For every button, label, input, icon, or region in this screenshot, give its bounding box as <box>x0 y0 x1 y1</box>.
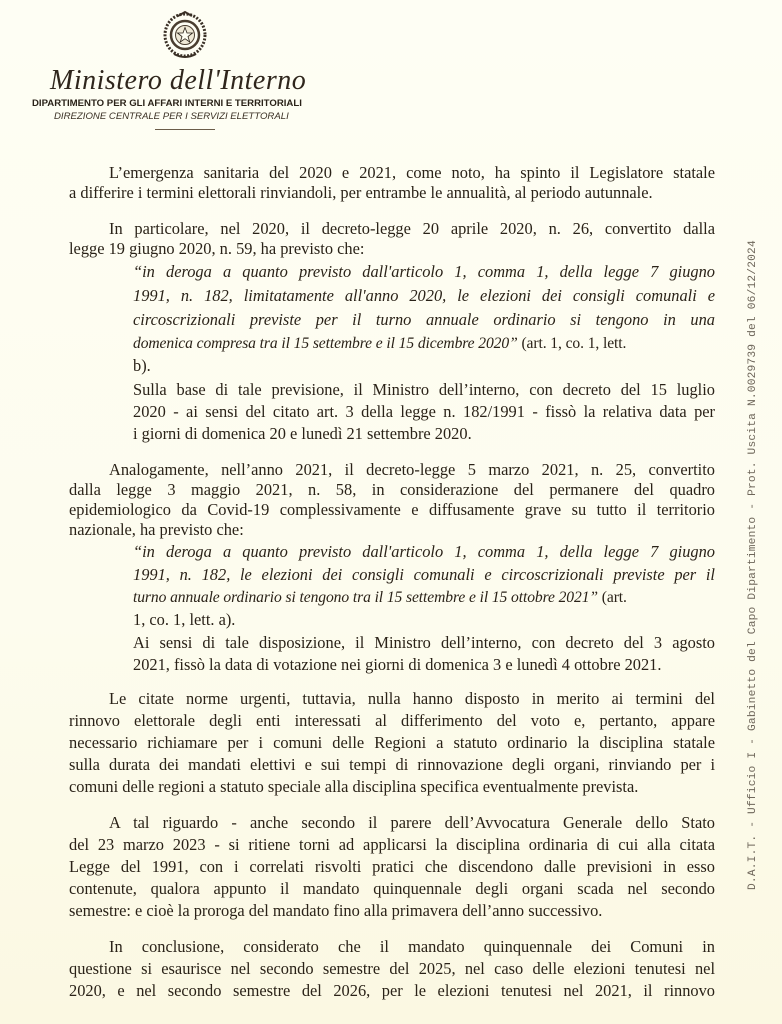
text-line: i giorni di domenica 20 e lunedì 21 settembre 2020. <box>133 424 472 443</box>
text-line: Legge del 1991, con i correlati risvolti pratici che discendono dalle previsioni in esso <box>69 857 715 876</box>
text-line: semestre: e cioè la proroga del mandato fino alla primavera dell’anno successivo. <box>69 901 603 920</box>
text-line: nazionale, ha previsto che: <box>69 520 244 539</box>
quote-reference-end: b). <box>133 356 151 375</box>
quote-line <box>133 334 715 354</box>
text-line: In conclusione, considerato che il mandato quinquennale dei Comuni in <box>109 937 715 956</box>
department-name: DIPARTIMENTO PER GLI AFFARI INTERNI E TERRITORIALI <box>32 98 302 109</box>
text-line: Ai sensi di tale disposizione, il Ministro dell’interno, con decreto del 3 agosto <box>133 633 715 652</box>
text-line: questione si esaurisce nel secondo semestre del 2025, nel caso delle elezioni tenutesi nel <box>69 959 715 978</box>
text-line: In particolare, nel 2020, il decreto-legge 20 aprile 2020, n. 26, convertito dalla <box>109 219 715 238</box>
quote-line: “in deroga a quanto previsto dall'articolo 1, comma 1, della legge 7 giugno <box>133 262 715 281</box>
quote-reference: (art. <box>601 589 627 606</box>
text-line: 2020, e nel secondo semestre del 2026, per le elezioni tenutesi nel 2021, il rinnovo <box>69 981 715 1000</box>
italian-republic-emblem-icon <box>160 10 210 62</box>
text-line: epidemiologico da Covid-19 complessivamente e diffusamente grave su tutto il territorio <box>69 500 715 519</box>
quote-text: domenica compresa tra il 15 settembre e il 15 dicembre 2020” <box>133 335 518 352</box>
text-line: dalla legge 3 maggio 2021, n. 58, in considerazione del permanere del quadro <box>69 480 715 499</box>
quote-line: circoscrizionali previste per il turno annuale ordinario si tengono in una <box>133 310 715 329</box>
text-line: Sulla base di tale previsione, il Ministro dell’interno, con decreto del 15 luglio <box>133 380 715 399</box>
quote-line: 1991, n. 182, limitatamente all'anno 2020, le elezioni dei consigli comunali e <box>133 286 715 305</box>
letterhead-divider <box>155 129 215 130</box>
protocol-stamp: D.A.I.T. - Ufficio I - Gabinetto del Capo Dipartimento - Prot. Uscita N.0029739 del 06/12/2024 <box>747 240 759 890</box>
quote-line <box>133 588 715 608</box>
text-line: 2020 - ai sensi del citato art. 3 della legge n. 182/1991 - fissò la relativa data per <box>133 402 715 421</box>
text-line: legge 19 giugno 2020, n. 59, ha previsto che: <box>69 239 365 258</box>
text-line: A tal riguardo - anche secondo il parere dell’Avvocatura Generale dello Stato <box>109 813 715 832</box>
text-line: rinnovo elettorale degli enti interessati al differimento del voto e, pertanto, appare <box>69 711 715 730</box>
text-line: del 23 marzo 2023 - si ritiene torni ad applicarsi la disciplina ordinaria di cui alla citata <box>69 835 715 854</box>
ministry-name: Ministero dell'Interno <box>50 65 307 96</box>
text-line: Analogamente, nell’anno 2021, il decreto-legge 5 marzo 2021, n. 25, convertito <box>109 460 715 479</box>
text-line: contenute, qualora appunto il mandato quinquennale degli organi scada nel secondo <box>69 879 715 898</box>
quote-line: 1991, n. 182, le elezioni dei consigli comunali e circoscrizionali previste per il <box>133 565 715 584</box>
text-line: a differire i termini elettorali rinviandoli, per entrambe le annualità, al periodo autunnale. <box>69 183 653 202</box>
text-line: comuni delle regioni a statuto speciale alla disciplina specifica eventualmente prevista. <box>69 777 639 796</box>
quote-reference: (art. 1, co. 1, lett. <box>521 335 627 352</box>
quote-line: “in deroga a quanto previsto dall'articolo 1, comma 1, della legge 7 giugno <box>133 542 715 561</box>
text-line: Le citate norme urgenti, tuttavia, nulla hanno disposto in merito ai termini del <box>109 689 715 708</box>
direction-name: DIREZIONE CENTRALE PER I SERVIZI ELETTORALI <box>54 111 289 122</box>
text-line: 2021, fissò la data di votazione nei giorni di domenica 3 e lunedì 4 ottobre 2021. <box>133 655 662 674</box>
text-line: necessario richiamare per i comuni delle Regioni a statuto ordinario la disciplina statale <box>69 733 715 752</box>
quote-reference-end: 1, co. 1, lett. a). <box>133 610 236 629</box>
text-line: L’emergenza sanitaria del 2020 e 2021, come noto, ha spinto il Legislatore statale <box>109 163 715 182</box>
text-line: sulla durata dei mandati elettivi e sui tempi di rinnovazione degli organi, rinviando per i <box>69 755 715 774</box>
quote-text: turno annuale ordinario si tengono tra il 15 settembre e il 15 ottobre 2021” <box>133 589 598 606</box>
